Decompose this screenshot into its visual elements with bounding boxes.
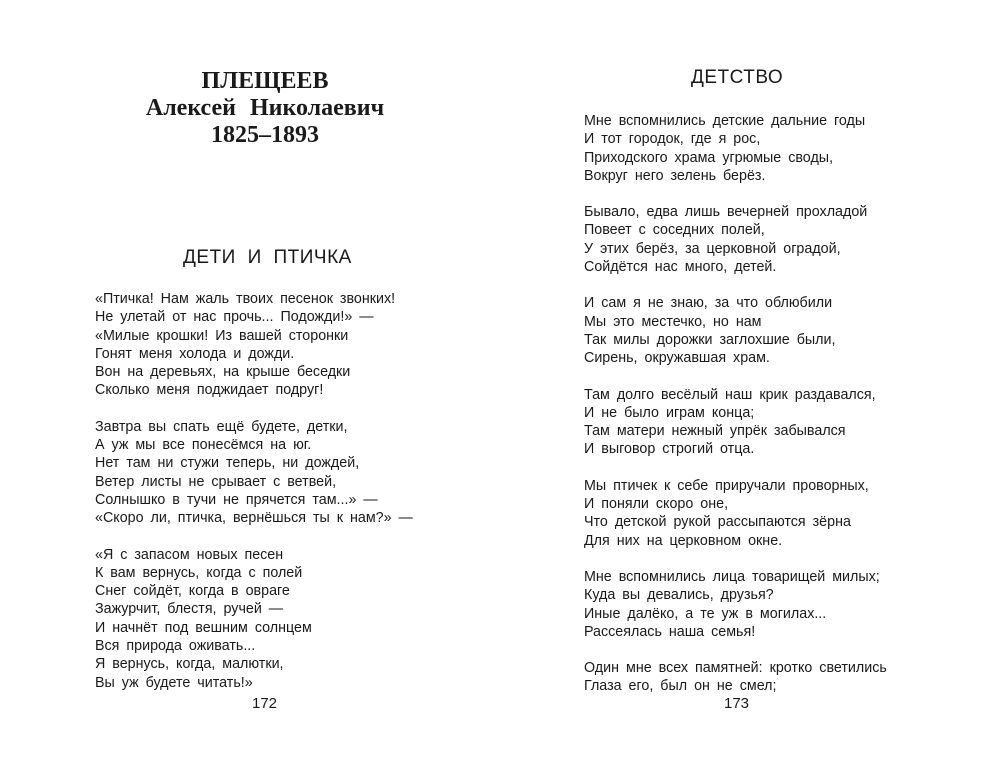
poem-line: Вся природа оживать... [95, 638, 256, 655]
author-heading [0, 68, 530, 149]
author-name: Алексей Николаевич [145, 95, 385, 121]
stanza [584, 477, 994, 550]
author-surname: ПЛЕЩЕЕВ [201, 68, 329, 94]
poem-title: ДЕТСТВО [691, 67, 784, 88]
poem-line: «Птичка! Нам жаль твоих песенок звонких! [95, 291, 396, 307]
stanza [95, 418, 495, 528]
poem-line: «Милые крошки! Из вашей сторонки [95, 327, 349, 344]
poem-line: И поняли скоро оне, [584, 496, 729, 513]
poem-line: Иные далёко, а те уж в могилах... [584, 605, 827, 622]
poem-line: Мы птичек к себе приручали проворных, [584, 477, 869, 494]
poem-line: Мне вспомнились детские дальние годы [584, 113, 866, 129]
poem-title: ДЕТИ И ПТИЧКА [183, 247, 352, 268]
poem-line: Мне вспомнились лица товарищей милых; [584, 568, 880, 585]
poem-line: Приходского храма угрюмые своды, [584, 149, 834, 166]
poem-line: Сойдётся нас много, детей. [584, 259, 777, 276]
stanza [584, 294, 994, 367]
poem-line: Ветер листы не срывает с ветвей, [95, 473, 337, 490]
poem-line: Что детской рукой рассыпаются зёрна [584, 514, 851, 531]
poem-line: Повеет с соседних полей, [584, 222, 765, 239]
poem-line: Мы это местечко, но нам [584, 313, 762, 330]
poem-line: Завтра вы спать ещё будете, детки, [95, 418, 348, 435]
poem-text [584, 112, 994, 714]
poem-line: И не было играм конца; [584, 404, 755, 421]
poem-line: Сколько меня поджидает подруг! [95, 382, 324, 399]
poem-line: Куда вы девались, друзья? [584, 587, 774, 604]
poem-line: И тот городок, где я рос, [584, 131, 761, 148]
poem-line: Вы уж будете читать!» [95, 674, 253, 691]
stanza [584, 203, 994, 276]
stanza [584, 659, 994, 696]
poem-line: И выговор строгий отца. [584, 441, 755, 458]
poem-line: И начнёт под вешним солнцем [95, 619, 312, 636]
poem-line: Вокруг него зелень берёз. [584, 167, 766, 184]
poem-line: А уж мы все понесёмся на юг. [95, 437, 312, 454]
poem-line: Вон на деревьях, на крыше беседки [95, 364, 351, 381]
author-years: 1825–1893 [211, 122, 319, 148]
poem-line: К вам вернусь, когда с полей [95, 564, 303, 581]
right-page [500, 0, 1000, 776]
poem-line: Я вернусь, когда, малютки, [95, 656, 284, 673]
stanza [95, 290, 495, 400]
poem-line: Снег сойдёт, когда в овраге [95, 583, 290, 600]
poem-line: «Скоро ли, птичка, вернёшься ты к нам?» — [95, 510, 413, 527]
poem-line: Солнышко в тучи не прячется там...» — [95, 491, 378, 508]
poem-line: Сирень, окружавшая храм. [584, 350, 770, 367]
poem-line: «Я с запасом новых песен [95, 546, 284, 563]
stanza [584, 568, 994, 641]
poem-line: Глаза его, был он не смел; [584, 678, 777, 695]
poem-line: Для них на церковном окне. [584, 532, 783, 549]
poem-line: Так милы дорожки заглохшие были, [584, 331, 836, 348]
poem-text [95, 290, 495, 710]
page-number: 173 [724, 695, 750, 712]
poem-line: И сам я не знаю, за что облюбили [584, 295, 833, 312]
poem-line: Гонят меня холода и дожди. [95, 345, 295, 362]
poem-line: Там долго весёлый наш крик раздавался, [584, 386, 876, 403]
poem-line: Нет там ни стужи теперь, ни дождей, [95, 455, 360, 472]
poem-line: Рассеялась наша семья! [584, 623, 756, 640]
stanza [95, 546, 495, 692]
poem-line: Бывало, едва лишь вечерней прохладой [584, 204, 868, 221]
page-number: 172 [252, 695, 278, 712]
poem-line: Зажурчит, блестя, ручей — [95, 601, 284, 618]
poem-line: Один мне всех памятней: кротко светились [584, 660, 887, 677]
stanza [584, 386, 994, 459]
poem-line: Не улетай от нас прочь... Подожди!» — [95, 309, 374, 326]
stanza [584, 112, 994, 185]
poem-line: Там матери нежный упрёк забывался [584, 423, 846, 440]
poem-line: У этих берёз, за церковной оградой, [584, 240, 841, 257]
